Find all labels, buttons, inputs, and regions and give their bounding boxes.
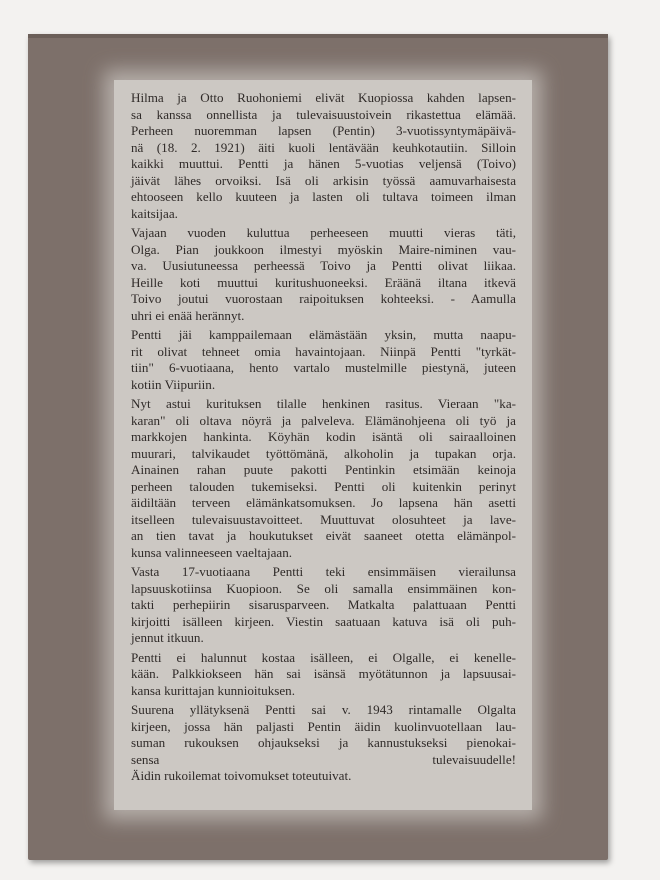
blurb-line: sa kanssa onnellista ja tulevaisuustoivein rikastettua elämää. [131, 106, 516, 122]
blurb-line: kirjeen, jossa hän paljasti Pentin äidin kuolinvuotellaan lau- [131, 718, 516, 734]
blurb-line: kotiin Viipuriin. [131, 376, 216, 392]
blurb-line: kaitsijaa. [131, 205, 178, 221]
blurb-line: Vajaan vuoden kuluttua perheeseen muutti vieras täti, [131, 225, 516, 240]
blurb-line: tiin" 6-vuotiaana, hento vartalo mustelmille piestynä, juteen [131, 360, 516, 375]
blurb-line: kirjoitti isälleen kirjeen. Viestin saatuaan katuva isä oli puh- [131, 613, 516, 629]
blurb-line: kään. Palkkiokseen hän sai isänsä myötätunnon ja lapsuusai- [131, 666, 516, 681]
blurb-line: nä (18. 2. 1921) äiti kuoli lentävään keuhkotautiin. Silloin [131, 139, 516, 155]
blurb-line: kunsa valinneeseen vaeltajaan. [131, 544, 293, 560]
blurb-line: Hilma ja Otto Ruohoniemi elivät Kuopiossa kahden lapsen- [131, 90, 516, 105]
blurb-line: lapsuuskotiinsa Kuopioon. Se oli samalla ensimmäinen kon- [131, 580, 516, 596]
blurb-line: takti perhepiirin sisarusparveen. Matkalta palattuaan Pentti [131, 597, 516, 612]
blurb-line: suman rukouksen ohjaukseksi ja kannustukseksi pienokai- [131, 735, 516, 750]
blurb-paragraph [131, 564, 516, 647]
blurb-paragraph [131, 650, 516, 700]
blurb-line: an tien tavat ja houkutukset eivät saaneet otetta elämänpol- [131, 528, 516, 543]
blurb-line: rit olivat tehneet omia havaintojaan. Niinpä Pentti "tyrkät- [131, 343, 516, 359]
blurb-line: itselleen tulevaisuustavoitteet. Muuttuvat olosuhteet ja lave- [131, 511, 516, 527]
blurb-line: Toivo joutui vuorostaan raipoituksen kohteeksi. - Aamulla [131, 291, 516, 306]
blurb-line: markkojen hankinta. Köyhän kodin isäntä oli sairaalloinen [131, 429, 516, 444]
blurb-line: Suurena yllätyksenä Pentti sai v. 1943 rintamalle Olgalta [131, 702, 516, 717]
blurb-line: Pentti ei halunnut kostaa isälleen, ei Olgalle, ei kenelle- [131, 649, 516, 665]
blurb-line: Ainainen rahan puute pakotti Pentinkin etsimään keinoja [131, 462, 516, 477]
blurb-line: karan" oli oltava nöyrä ja palveleva. Elämänohjeena oli työ ja [131, 412, 516, 428]
blurb-line: Perheen nuoremman lapsen (Pentin) 3-vuotissyntymäpäivä- [131, 123, 516, 138]
blurb-line: Nyt astui kurituksen tilalle henkinen rasitus. Vieraan "ka- [131, 396, 516, 411]
blurb-paragraph [131, 90, 516, 222]
blurb-line: perheen talouden tukemiseksi. Pentti oli kuitenkin perinyt [131, 478, 516, 494]
blurb-line: muurari, talvikaudet työttömänä, alkoholin ja tupakan orja. [131, 445, 516, 461]
blurb-paragraph [131, 327, 516, 393]
blurb-line: äidiltään terveen elämänkatsomuksen. Jo lapsena hän asetti [131, 495, 516, 510]
blurb-line: Olga. Pian joukkoon ilmestyi myöskin Maire-niminen vau- [131, 241, 516, 257]
blurb-line: Heille koti muuttui kuritushuoneeksi. Eräänä iltana itkevä [131, 274, 516, 290]
blurb-paragraph [131, 396, 516, 561]
blurb-line: jennut itkuun. [131, 630, 204, 645]
blurb-line: sensa tulevaisuudelle! [131, 751, 516, 767]
blurb-line: Äidin rukoilemat toivomukset toteutuivat. [131, 768, 352, 783]
blurb-line: Pentti jäi kamppailemaan elämästään yksin, mutta naapu- [131, 327, 516, 342]
back-cover-blurb [131, 90, 516, 788]
blurb-paragraph [131, 225, 516, 324]
blurb-line: kansa kurittajan kunnioituksen. [131, 682, 296, 698]
blurb-line: kaikki muuttui. Pentti ja hänen 5-vuotias veljensä (Toivo) [131, 156, 516, 171]
blurb-paragraph [131, 702, 516, 785]
blurb-line: va. Uusiutuneessa perheessä Toivo ja Pentti olivat liikaa. [131, 258, 516, 273]
blurb-line: uhri ei enää herännyt. [131, 307, 245, 323]
blurb-line: Vasta 17-vuotiaana Pentti teki ensimmäisen vierailunsa [131, 564, 516, 579]
book-top-edge [28, 34, 608, 38]
blurb-line: ehtooseen kello kuuteen ja lasten oli tultava toimeen ilman [131, 189, 516, 204]
blurb-line: jäivät lähes orvoiksi. Isä oli arkisin työssä aamuvarhaisesta [131, 172, 516, 188]
